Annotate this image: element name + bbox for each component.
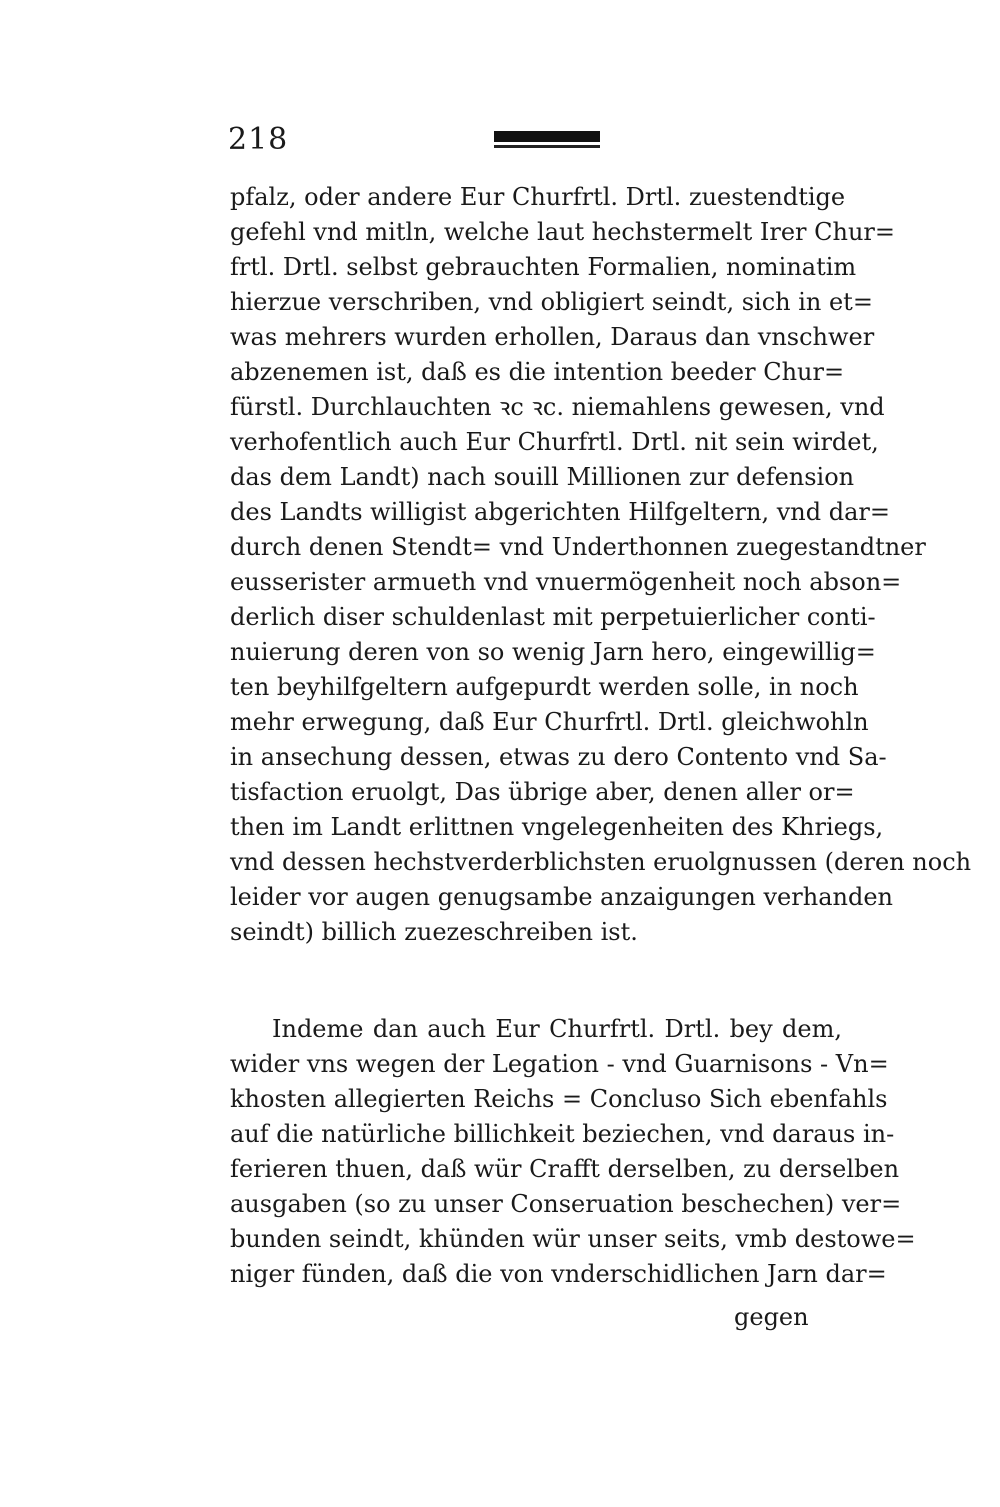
text-line: verhofentlich auch Eur Churfrtl. Drtl. nit sein wirdet, <box>230 428 879 456</box>
text-line: gefehl vnd mitln, welche laut hechstermelt Irer Chur= <box>230 218 895 246</box>
text-line: des Landts willigist abgerichten Hilfgeltern, vnd dar= <box>230 498 890 526</box>
text-line: niger fünden, daß die von vnderschidlichen Jarn dar= <box>230 1260 887 1288</box>
text-line: Indeme dan auch Eur Churfrtl. Drtl. bey dem, <box>272 1015 842 1043</box>
catchword: gegen <box>734 1303 809 1331</box>
text-line: tisfaction eruolgt, Das übrige aber, denen aller or= <box>230 778 855 806</box>
text-line: ten beyhilfgeltern aufgepurdt werden solle, in noch <box>230 673 859 701</box>
text-line: seindt) billich zuezeschreiben ist. <box>230 918 638 946</box>
paragraph-2 <box>230 1012 916 1292</box>
header-rule <box>494 131 600 148</box>
text-line: ferieren thuen, daß wür Crafft derselben, zu derselben <box>230 1155 900 1183</box>
text-line: wider vns wegen der Legation - vnd Guarnisons - Vn= <box>230 1050 889 1078</box>
text-line: bunden seindt, khünden wür unser seits, vmb destowe= <box>230 1225 916 1253</box>
text-line: durch denen Stendt= vnd Underthonnen zuegestandtner <box>230 533 926 561</box>
text-line: nuierung deren von so wenig Jarn hero, eingewillig= <box>230 638 876 666</box>
paragraph-1 <box>230 180 972 950</box>
text-line: ausgaben (so zu unser Conseruation beschechen) ver= <box>230 1190 902 1218</box>
text-line: vnd dessen hechstverderblichsten eruolgnussen (deren noch <box>230 848 972 876</box>
text-line: khosten allegierten Reichs = Concluso Sich ebenfahls <box>230 1085 888 1113</box>
page-number: 218 <box>228 122 289 157</box>
text-line: frtl. Drtl. selbst gebrauchten Formalien, nominatim <box>230 253 857 281</box>
text-line: abzenemen ist, daß es die intention beeder Chur= <box>230 358 845 386</box>
text-line: eusserister armueth vnd vnuermögenheit noch abson= <box>230 568 902 596</box>
text-line: hierzue verschriben, vnd obligiert seindt, sich in et= <box>230 288 873 316</box>
text-line: pfalz, oder andere Eur Churfrtl. Drtl. zuestendtige <box>230 183 846 211</box>
text-line: derlich diser schuldenlast mit perpetuierlicher conti- <box>230 603 876 631</box>
text-line: then im Landt erlittnen vngelegenheiten des Khriegs, <box>230 813 884 841</box>
text-line: was mehrers wurden erhollen, Daraus dan vnschwer <box>230 323 875 351</box>
text-line: auf die natürliche billichkeit beziechen, vnd daraus in- <box>230 1120 895 1148</box>
text-line: in ansechung dessen, etwas zu dero Contento vnd Sa- <box>230 743 887 771</box>
text-line: mehr erwegung, daß Eur Churfrtl. Drtl. gleichwohln <box>230 708 869 736</box>
text-line: leider vor augen genugsambe anzaigungen verhanden <box>230 883 893 911</box>
text-line: fürstl. Durchlauchten ꝛc ꝛc. niemahlens gewesen, vnd <box>230 393 885 421</box>
text-line: das dem Landt) nach souill Millionen zur defension <box>230 463 855 491</box>
